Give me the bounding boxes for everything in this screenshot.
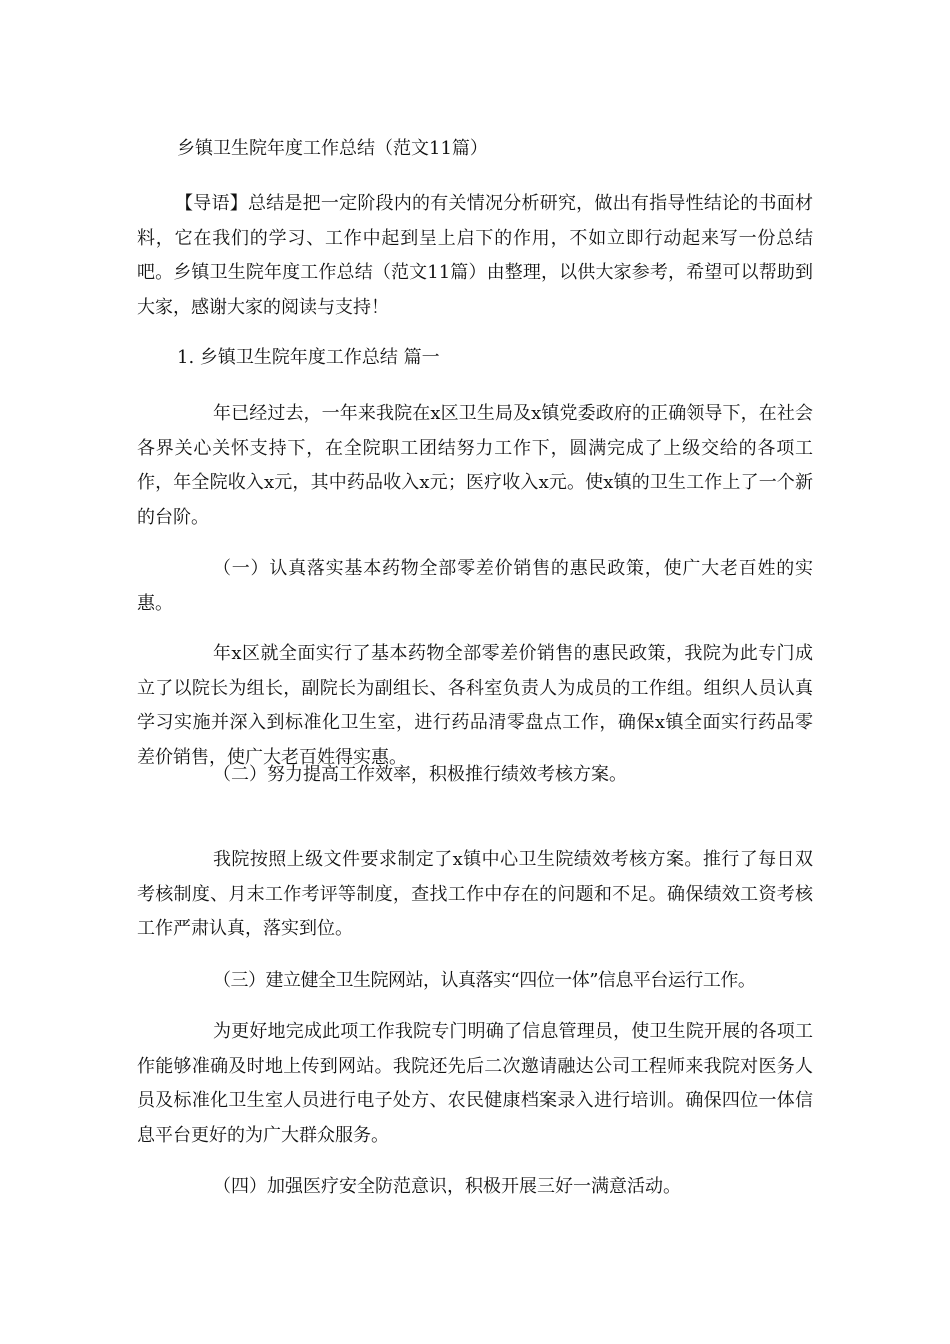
paragraph-3: 我院按照上级文件要求制定了x镇中心卫生院绩效考核方案。推行了每日双考核制度、月末工作考评等制度，查找工作中存在的问题和不足。确保绩效工资考核工作严肃认真，落实到位。: [137, 849, 813, 939]
paragraph-1: 年已经过去，一年来我院在x区卫生局及x镇党委政府的正确领导下，在社会各界关心关怀支持下，在全院职工团结努力工作下，圆满完成了上级交给的各项工作，年全院收入x元，其中药品收入x元；医疗收入x元。使x镇的卫生工作上了一个新的台阶。: [137, 403, 813, 528]
section-heading-1: 1. 乡镇卫生院年度工作总结 篇一: [177, 347, 440, 368]
paragraph-2: 年x区就全面实行了基本药物全部零差价销售的惠民政策，我院为此专门成立了以院长为组长，副院长为副组长、各科室负责人为成员的工作组。组织人员认真学习实施并深入到标准化卫生室，进行药品清零盘点工作，确保x镇全面实行药品零差价销售，使广大老百姓得实惠。: [137, 643, 813, 768]
subheading-3: （三）建立健全卫生院网站，认真落实“四位一体”信息平台运行工作。: [213, 970, 756, 991]
document-title: 乡镇卫生院年度工作总结（范文11篇）: [177, 138, 488, 159]
paragraph-4: 为更好地完成此项工作我院专门明确了信息管理员，使卫生院开展的各项工作能够准确及时地上传到网站。我院还先后二次邀请融达公司工程师来我院对医务人员及标准化卫生室人员进行电子处方、农民健康档案录入进行培训。确保四位一体信息平台更好的为广大群众服务。: [137, 1021, 813, 1146]
subheading-4: （四）加强医疗安全防范意识，积极开展三好一满意活动。: [213, 1176, 681, 1197]
subheading-1: （一）认真落实基本药物全部零差价销售的惠民政策，使广大老百姓的实惠。: [137, 558, 813, 614]
intro-paragraph: 【导语】总结是把一定阶段内的有关情况分析研究，做出有指导性结论的书面材料，它在我们的学习、工作中起到呈上启下的作用，不如立即行动起来写一份总结吧。乡镇卫生院年度工作总结（范文11篇）由整理，以供大家参考，希望可以帮助到大家，感谢大家的阅读与支持！: [137, 193, 813, 318]
subheading-2: （二）努力提高工作效率，积极推行绩效考核方案。: [213, 764, 627, 785]
